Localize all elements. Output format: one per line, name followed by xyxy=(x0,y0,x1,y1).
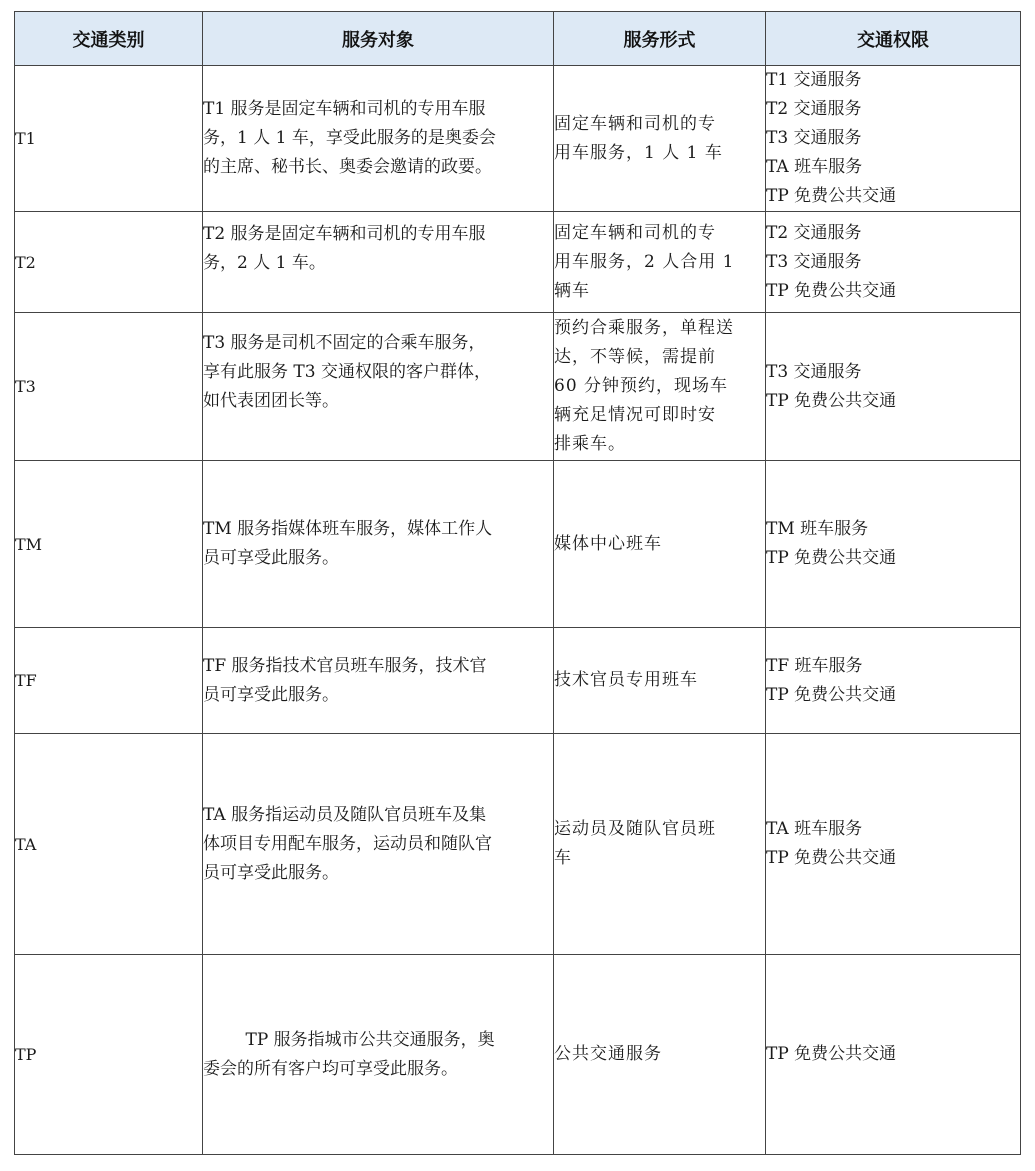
form-cell xyxy=(554,628,766,734)
description-line: 如代表团团长等。 xyxy=(203,391,339,411)
table-row xyxy=(15,734,1021,955)
form-line: 预约合乘服务，单程送 xyxy=(554,318,734,338)
form-cell xyxy=(554,212,766,313)
description-line: T3 服务是司机不固定的合乘车服务， xyxy=(203,333,486,353)
description-cell xyxy=(203,66,554,212)
category-cell: T3 xyxy=(15,313,203,461)
description-line: T1 服务是固定车辆和司机的专用车服 xyxy=(203,99,486,119)
rights-line: TP 免费公共交通 xyxy=(766,548,897,568)
form-line: 技术官员专用班车 xyxy=(554,670,698,690)
header-transport-rights: 交通权限 xyxy=(766,12,1021,66)
transport-table xyxy=(14,11,1021,1155)
rights-line: T3 交通服务 xyxy=(766,361,862,382)
table-row xyxy=(15,628,1021,734)
description-line: 员可享受此服务。 xyxy=(203,548,339,568)
form-line: 固定车辆和司机的专 xyxy=(554,222,716,243)
form-line: 辆车 xyxy=(554,280,590,301)
form-line: 固定车辆和司机的专 xyxy=(554,113,716,134)
rights-cell xyxy=(766,212,1021,313)
description-line: 员可享受此服务。 xyxy=(203,862,339,883)
rights-line: TP 免费公共交通 xyxy=(766,684,897,705)
rights-cell xyxy=(766,734,1021,955)
description-line: 体项目专用配车服务，运动员和随队官 xyxy=(203,833,492,854)
form-cell xyxy=(554,461,766,628)
description-cell xyxy=(203,461,554,628)
table-row xyxy=(15,955,1021,1155)
header-service-target: 服务对象 xyxy=(203,12,554,66)
description-cell xyxy=(203,313,554,461)
form-cell xyxy=(554,313,766,461)
description-line: 委会的所有客户均可享受此服务。 xyxy=(203,1058,458,1079)
form-line: 辆充足情况可即时安 xyxy=(554,405,716,425)
description-line: 务，2 人 1 车。 xyxy=(203,253,326,273)
rights-line: T3 交通服务 xyxy=(766,251,862,272)
form-line: 车 xyxy=(554,848,572,868)
rights-line: T1 交通服务 xyxy=(766,70,862,90)
category-cell: T2 xyxy=(15,212,203,313)
description-cell xyxy=(203,955,554,1155)
category-cell: TM xyxy=(15,461,203,628)
rights-line: TP 免费公共交通 xyxy=(766,848,897,868)
description-line: 务，1 人 1 车，享受此服务的是奥委会 xyxy=(203,128,496,148)
form-line: 公共交通服务 xyxy=(554,1044,662,1064)
form-line: 达，不等候，需提前 xyxy=(554,347,716,367)
rights-cell xyxy=(766,313,1021,461)
header-service-form: 服务形式 xyxy=(554,12,766,66)
rights-line: T3 交通服务 xyxy=(766,128,862,148)
category-cell: TP xyxy=(15,955,203,1155)
rights-line: TM 班车服务 xyxy=(766,519,869,539)
description-line: T2 服务是固定车辆和司机的专用车服 xyxy=(203,224,486,244)
form-cell xyxy=(554,734,766,955)
rights-cell xyxy=(766,628,1021,734)
header-category: 交通类别 xyxy=(15,12,203,66)
form-line: 运动员及随队官员班 xyxy=(554,819,716,839)
description-line: TM 服务指媒体班车服务，媒体工作人 xyxy=(203,519,493,539)
description-line: TF 服务指技术官员班车服务，技术官 xyxy=(203,655,487,676)
description-cell xyxy=(203,734,554,955)
rights-cell xyxy=(766,66,1021,212)
rights-line: TP 免费公共交通 xyxy=(766,1044,897,1064)
rights-line: T2 交通服务 xyxy=(766,222,862,243)
rights-line: TP 免费公共交通 xyxy=(766,280,897,301)
rights-cell xyxy=(766,461,1021,628)
description-cell xyxy=(203,628,554,734)
form-cell xyxy=(554,955,766,1155)
rights-line: TP 免费公共交通 xyxy=(766,390,897,411)
rights-cell xyxy=(766,955,1021,1155)
description-line: TP 服务指城市公共交通服务，奥 xyxy=(245,1029,495,1050)
table-row xyxy=(15,212,1021,313)
form-line: 用车服务，2 人合用 1 xyxy=(554,251,735,272)
header-row xyxy=(15,12,1021,66)
description-line: TA 服务指运动员及随队官员班车及集 xyxy=(203,804,487,825)
rights-line: TP 免费公共交通 xyxy=(766,186,897,206)
rights-line: T2 交通服务 xyxy=(766,99,862,119)
description-line: 的主席、秘书长、奥委会邀请的政要。 xyxy=(203,157,492,177)
table-row xyxy=(15,66,1021,212)
form-cell xyxy=(554,66,766,212)
category-cell: TF xyxy=(15,628,203,734)
rights-line: TF 班车服务 xyxy=(766,655,863,676)
rights-line: TA 班车服务 xyxy=(766,157,863,177)
form-line: 60 分钟预约，现场车 xyxy=(554,376,729,396)
category-cell: T1 xyxy=(15,66,203,212)
description-line: 享有此服务 T3 交通权限的客户群体， xyxy=(203,362,491,382)
table-row xyxy=(15,313,1021,461)
category-cell: TA xyxy=(15,734,203,955)
form-line: 排乘车。 xyxy=(554,434,626,454)
form-line: 用车服务，1 人 1 车 xyxy=(554,142,723,163)
description-cell xyxy=(203,212,554,313)
form-line: 媒体中心班车 xyxy=(554,533,662,554)
description-line: 员可享受此服务。 xyxy=(203,684,339,705)
rights-line: TA 班车服务 xyxy=(766,819,863,839)
table-row xyxy=(15,461,1021,628)
